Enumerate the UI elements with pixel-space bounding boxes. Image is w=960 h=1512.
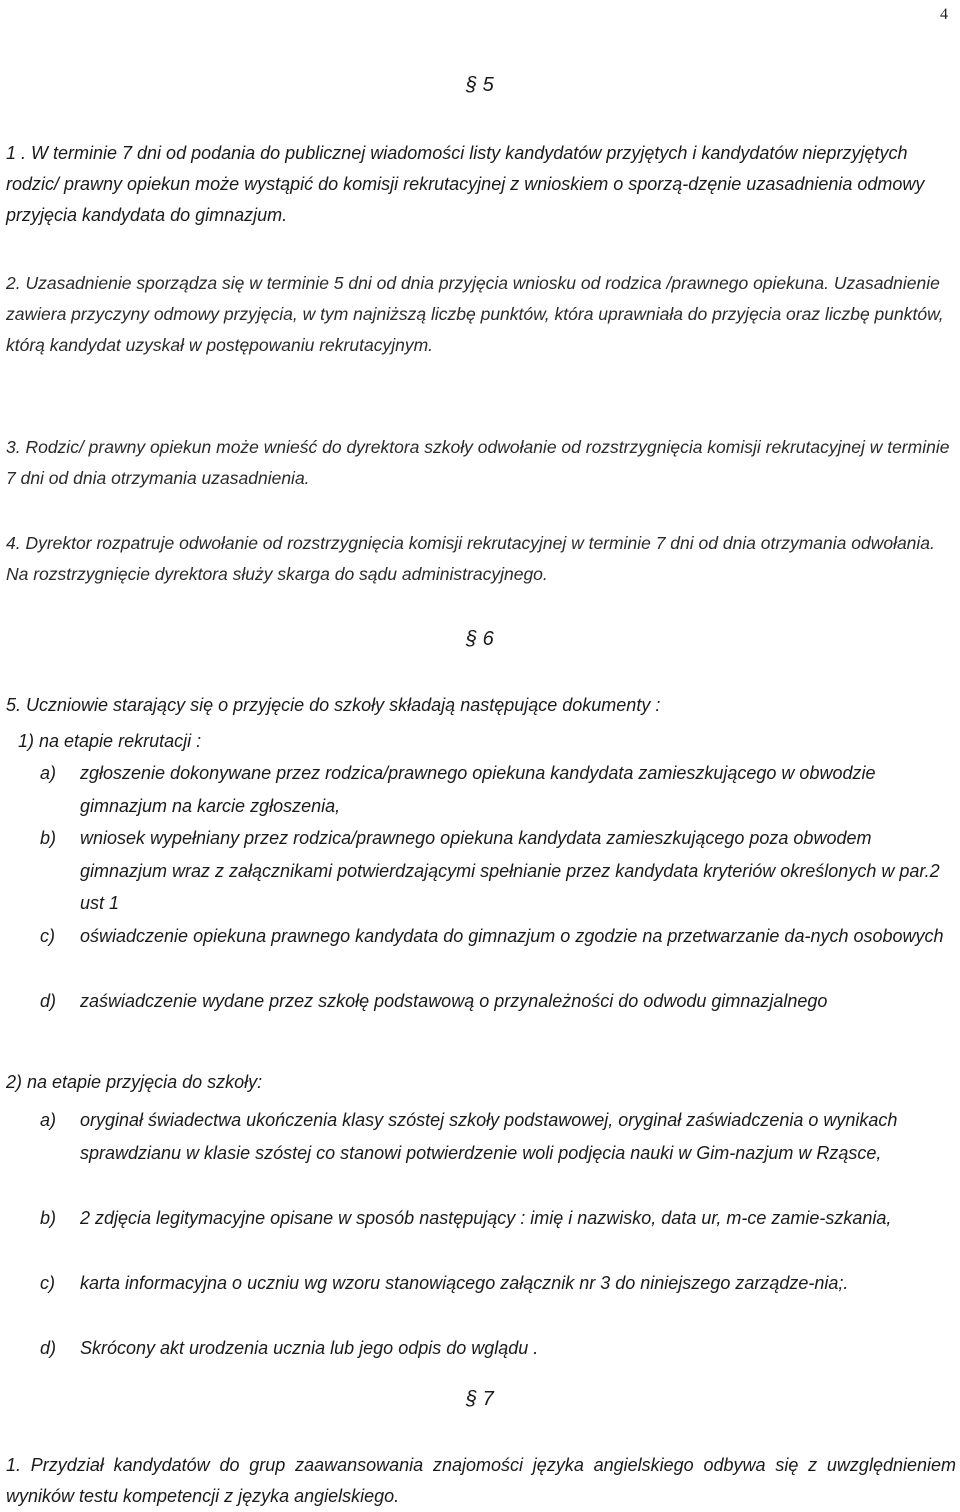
- item-text: zaświadczenie wydane przez szkołę podstawową o przynależności do odwodu gimnazjalnego: [80, 991, 828, 1011]
- item-letter: c): [40, 1273, 55, 1293]
- paragraph-7: 1. Przydział kandydatów do grup zaawansowania znajomości języka angielskiego odbywa się z uwzględnieniem wyników testu kompetencji z języka angielskiego.: [6, 1455, 956, 1506]
- section-heading-5: § 5: [466, 74, 494, 96]
- item-text: 2 zdjęcia legitymacyjne opisane w sposób następujący : imię i nazwisko, data ur, m-ce zamie-szkania,: [80, 1208, 892, 1228]
- paragraph-3: 3. Rodzic/ prawny opiekun może wnieść do dyrektora szkoły odwołanie od rozstrzygnięcia komisji rekrutacyjnej w terminie 7 dni od dnia otrzymania uzasadnienia.: [6, 437, 950, 488]
- stage1-item-c: [40, 920, 958, 953]
- stage1-item-d: [40, 985, 958, 1018]
- stage2-item-a: [40, 1104, 958, 1169]
- stage1-item-a: [40, 757, 958, 822]
- section-heading-6: § 6: [466, 628, 494, 650]
- item-letter: d): [40, 1338, 57, 1358]
- stage2-item-d: [40, 1332, 958, 1365]
- paragraph-2: 2. Uzasadnienie sporządza się w terminie 5 dni od dnia przyjęcia wniosku od rodzica /prawnego opiekuna. Uzasadnienie zawiera przyczyny odmowy przyjęcia, w tym najniższą liczbę punktów, która uprawniała do przyjęcia oraz liczbę punktów, którą kandydat uzyskał w postępowaniu rekrutacyjnym.: [6, 273, 944, 355]
- paragraph-4: 4. Dyrektor rozpatruje odwołanie od rozstrzygnięcia komisji rekrutacyjnej w terminie 7 dni od dnia otrzymania odwołania. Na rozstrzygnięcie dyrektora służy skarga do sądu administracyjnego.: [6, 533, 935, 584]
- paragraph-1: 1 . W terminie 7 dni od podania do publicznej wiadomości listy kandydatów przyjętych i kandydatów nieprzyjętych rodzic/ prawny opiekun może wystąpić do komisji rekrutacyjnej z wnioskiem o sporzą-dzęnie uzasadnienia odmowy przyjęcia kandydata do gimnazjum.: [6, 143, 925, 225]
- item-letter: c): [40, 926, 55, 946]
- item-letter: d): [40, 991, 57, 1011]
- page-number: 4: [940, 6, 948, 23]
- stage1-heading: 1) na etapie rekrutacji :: [18, 731, 202, 751]
- stage2-heading: 2) na etapie przyjęcia do szkoły:: [6, 1072, 263, 1092]
- item-text: wniosek wypełniany przez rodzica/prawnego opiekuna kandydata zamieszkującego poza obwodem gimnazjum wraz z załącznikami potwierdzającymi spełnianie przez kandydata kryteriów określonych w par.2 ust 1: [80, 828, 940, 913]
- stage2-item-c: [40, 1267, 958, 1300]
- stage1-item-b: [40, 822, 958, 920]
- item-letter: b): [40, 1208, 57, 1228]
- item-letter: b): [40, 828, 57, 848]
- item-text: oświadczenie opiekuna prawnego kandydata do gimnazjum o zgodzie na przetwarzanie da-nych osobowych: [80, 926, 944, 946]
- item-text: zgłoszenie dokonywane przez rodzica/prawnego opiekuna kandydata zamieszkującego w obwodzie gimnazjum na karcie zgłoszenia,: [80, 763, 876, 816]
- item-text: karta informacyjna o uczniu wg wzoru stanowiącego załącznik nr 3 do niniejszego zarządze-nia;.: [80, 1273, 849, 1293]
- item-text: oryginał świadectwa ukończenia klasy szóstej szkoły podstawowej, oryginał zaświadczenia o wynikach sprawdzianu w klasie szóstej co stanowi potwierdzenie woli podjęcia nauki w Gim-nazjum w Rząsce,: [80, 1110, 898, 1163]
- section-heading-7: § 7: [466, 1388, 494, 1410]
- stage2-item-b: [40, 1202, 958, 1235]
- item-letter: a): [40, 763, 57, 783]
- item-text: Skrócony akt urodzenia ucznia lub jego odpis do wglądu .: [80, 1338, 539, 1358]
- paragraph-5: 5. Uczniowie starający się o przyjęcie do szkoły składają następujące dokumenty :: [6, 695, 661, 715]
- item-letter: a): [40, 1110, 57, 1130]
